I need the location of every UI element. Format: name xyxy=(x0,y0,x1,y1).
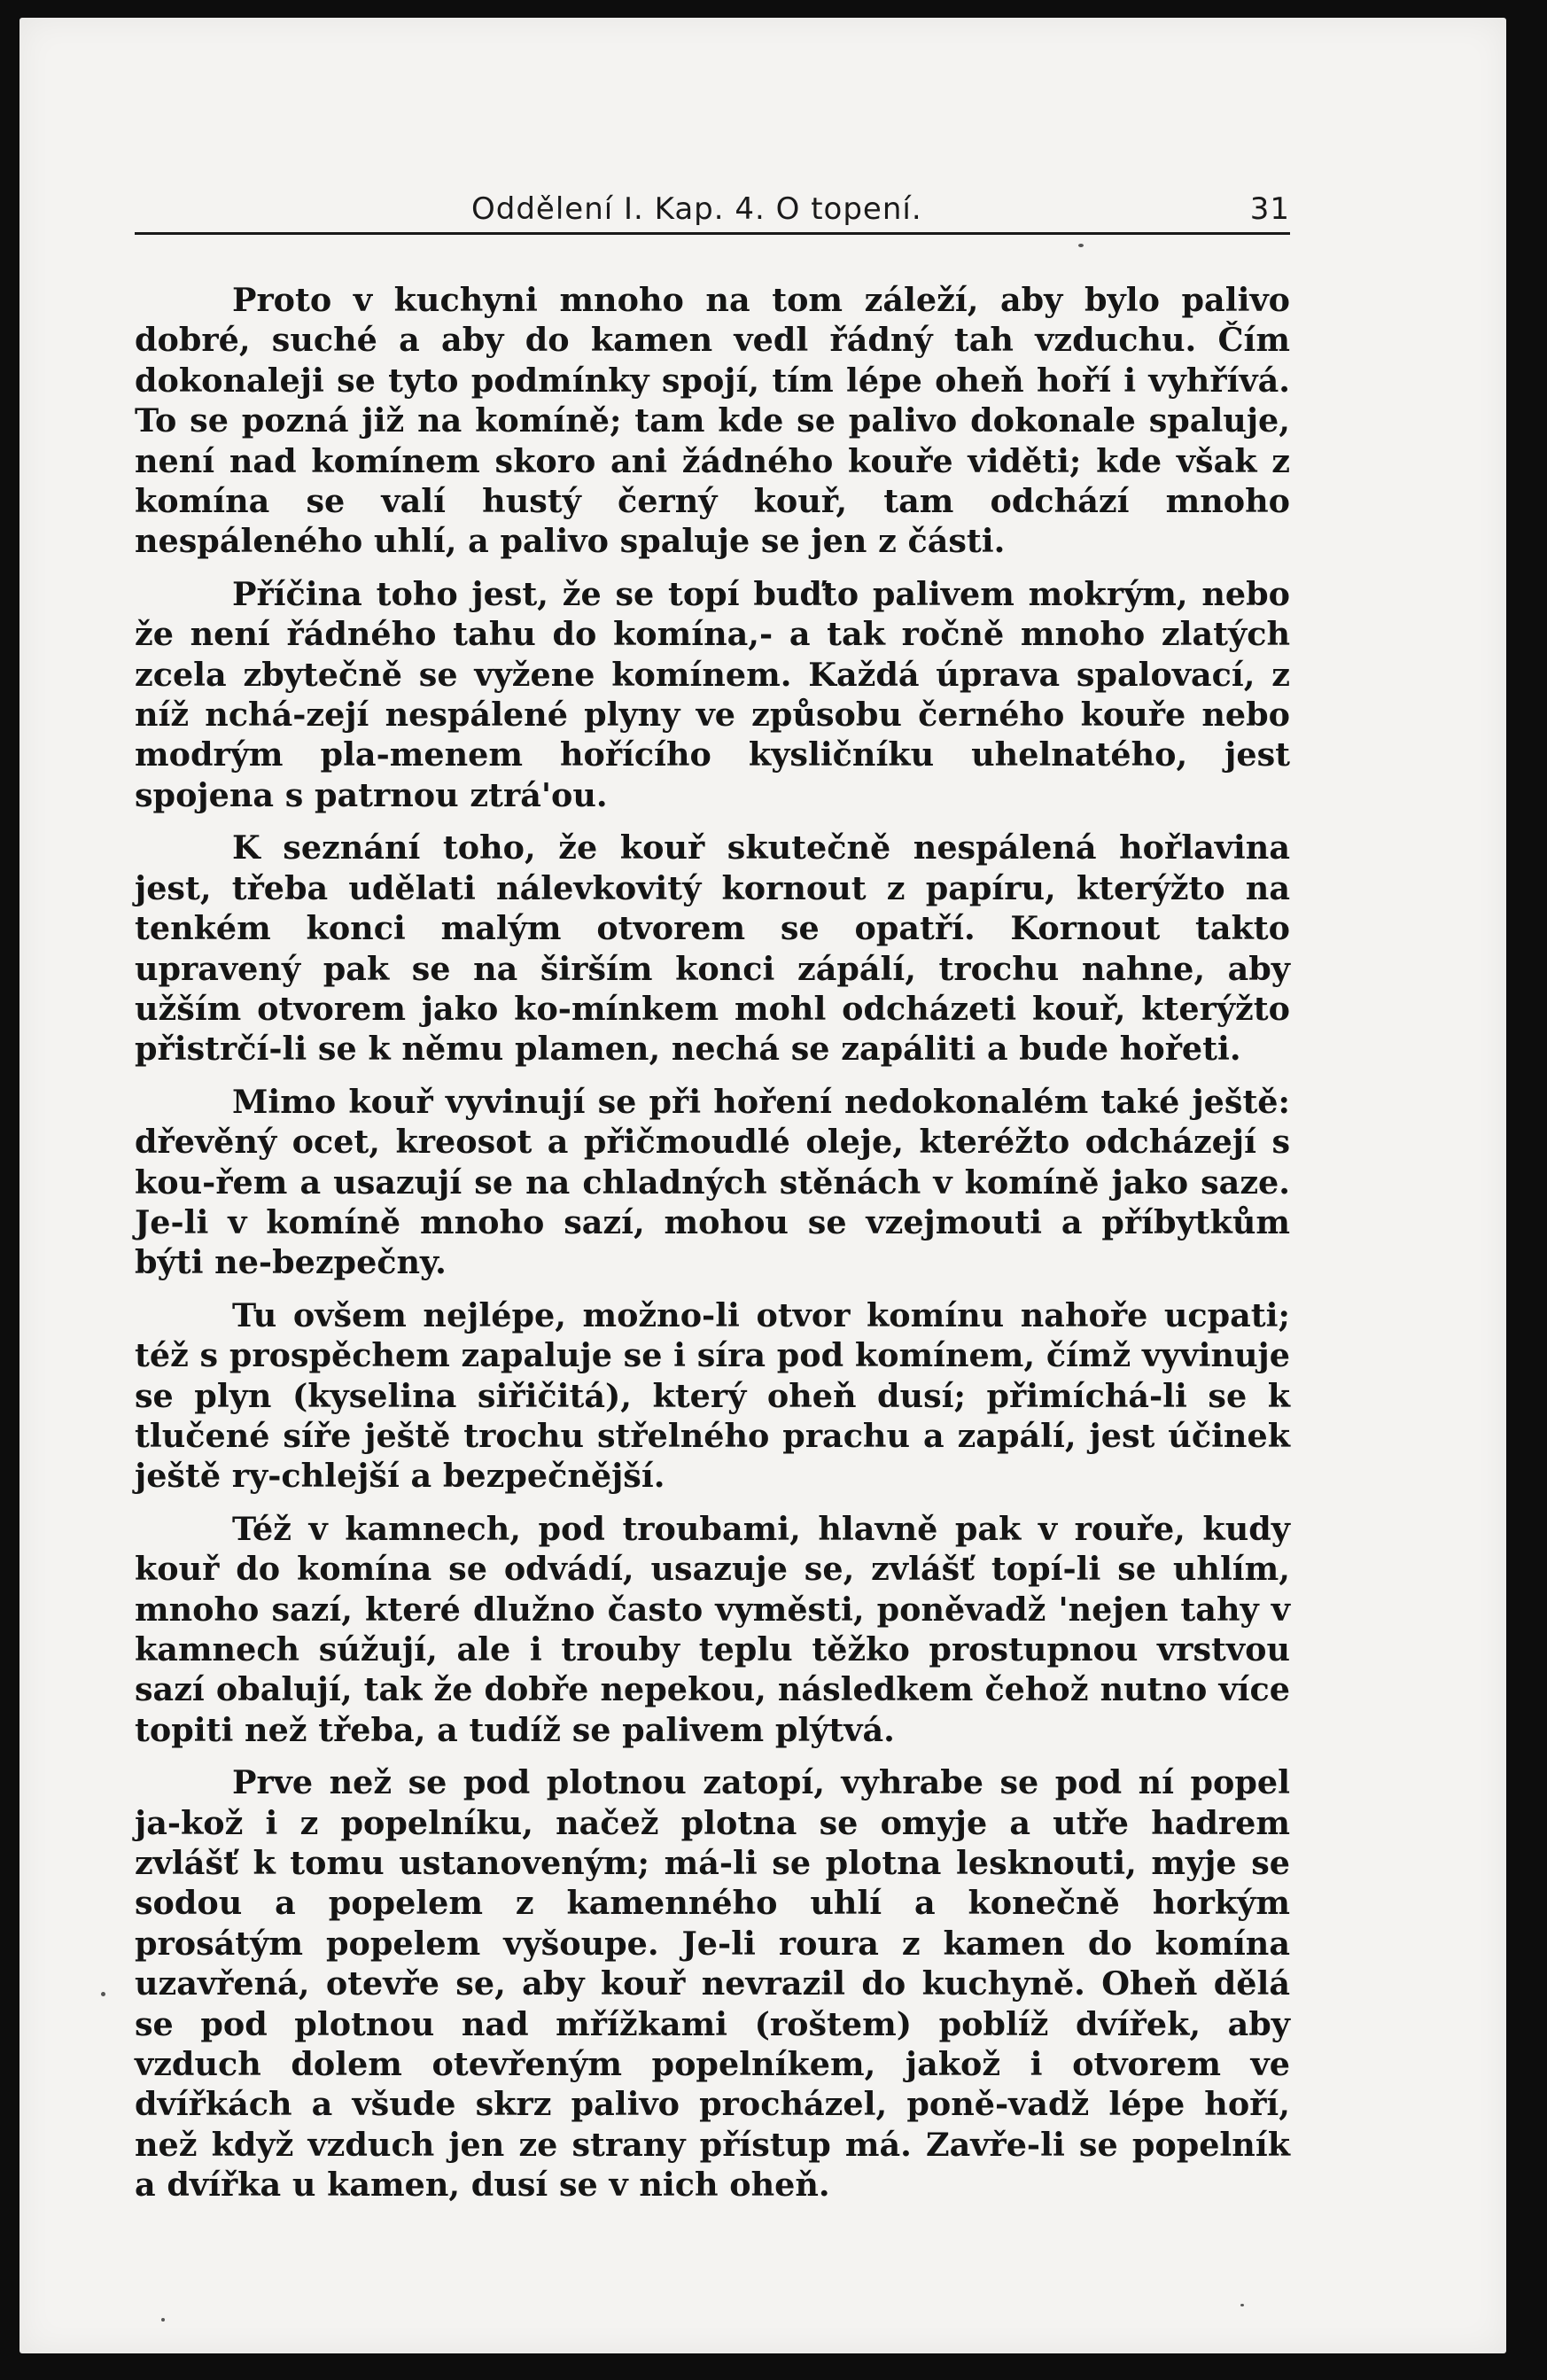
book-page xyxy=(19,18,1506,2353)
running-title: Oddělení I. Kap. 4. O topení. xyxy=(471,191,922,227)
paragraph-1: Proto v kuchyni mnoho na tom záleží, aby bylo palivo dobré, suché a aby do kamen vedl řádný tah vzduchu. Čím dokonaleji se tyto podmínky spojí, tím lépe oheň hoří i vyhřívá. To se pozná již na komíně; tam kde se palivo dokonale spaluje, není nad komínem skoro ani žádného kouře viděti; kde však z komína se valí hustý černý kouř, tam odchází mnoho nespáleného uhlí, a palivo spaluje se jen z části. xyxy=(135,281,1290,561)
page-header xyxy=(135,183,1290,235)
paragraph-7: Prve než se pod plotnou zatopí, vyhrabe se pod ní popel ja-kož i z popelníku, načež plotna se omyje a utře hadrem zvlášť k tomu ustanoveným; má-li se plotna lesknouti, myje se sodou a popelem z kamenného uhlí a konečně horkým prosátým popelem vyšoupe. Je-li roura z kamen do komína uzavřená, otevře se, aby kouř nevrazil do kuchyně. Oheň dělá se pod plotnou nad mřížkami (roštem) poblíž dvířek, aby vzduch dolem otevřeným popelníkem, jakož i otvorem ve dvířkách a všude skrz palivo procházel, poně-vadž lépe hoří, než když vzduch jen ze strany přístup má. Zavře-li se popelník a dvířka u kamen, dusí se v nich oheň. xyxy=(135,1763,1290,2205)
paragraph-6: Též v kamnech, pod troubami, hlavně pak v rouře, kudy kouř do komína se odvádí, usazuje se, zvlášť topí-li se uhlím, mnoho sazí, které dlužno často vyměsti, poněvadž 'nejen tahy v kamnech súžují, ale i trouby teplu těžko prostupnou vrstvou sazí obalují, tak že dobře nepekou, následkem čehož nutno více topiti než třeba, a tudíž se palivem plýtvá. xyxy=(135,1509,1290,1749)
paragraph-4: Mimo kouř vyvinují se při hoření nedokonalém také ještě: dřevěný ocet, kreosot a přičmoudlé oleje, kteréžto odcházejí s kou-řem a usazují se na chladných stěnách v komíně jako saze. Je-li v komíně mnoho sazí, mohou se vzejmouti a příbytkům býti ne-bezpečny. xyxy=(135,1082,1290,1282)
page-number: 31 xyxy=(1249,191,1290,227)
paragraph-2: Příčina toho jest, že se topí buďto palivem mokrým, nebo že není řádného tahu do komína,- a tak ročně mnoho zlatých zcela zbytečně se vyžene komínem. Každá úprava spalovací, z níž nchá-zejí nespálené plyny ve způsobu černého kouře nebo modrým pla-menem hořícího kysličníku uhelnatého, jest spojena s patrnou ztrá'ou. xyxy=(135,574,1290,814)
paper-speck xyxy=(1078,244,1084,247)
paper-speck xyxy=(101,1992,105,1996)
paper-speck xyxy=(1240,2304,1244,2306)
paragraph-3: K seznání toho, že kouř skutečně nespálená hořlavina jest, třeba udělati nálevkovitý kornout z papíru, kterýžto na tenkém konci malým otvorem se opatří. Kornout takto upravený pak se na širším konci zápálí, trochu nahne, aby užším otvorem jako ko-mínkem mohl odcházeti kouř, kterýžto přistrčí-li se k němu plamen, nechá se zapáliti a bude hořeti. xyxy=(135,828,1290,1069)
paragraph-5: Tu ovšem nejlépe, možno-li otvor komínu nahoře ucpati; též s prospěchem zapaluje se i síra pod komínem, čímž vyvinuje se plyn (kyselina siřičitá), který oheň dusí; přimíchá-li se k tlučené síře ještě trochu střelného prachu a zapálí, jest účinek ještě ry-chlejší a bezpečnější. xyxy=(135,1295,1290,1496)
body-text xyxy=(135,280,1290,2218)
paper-speck xyxy=(161,2318,165,2322)
